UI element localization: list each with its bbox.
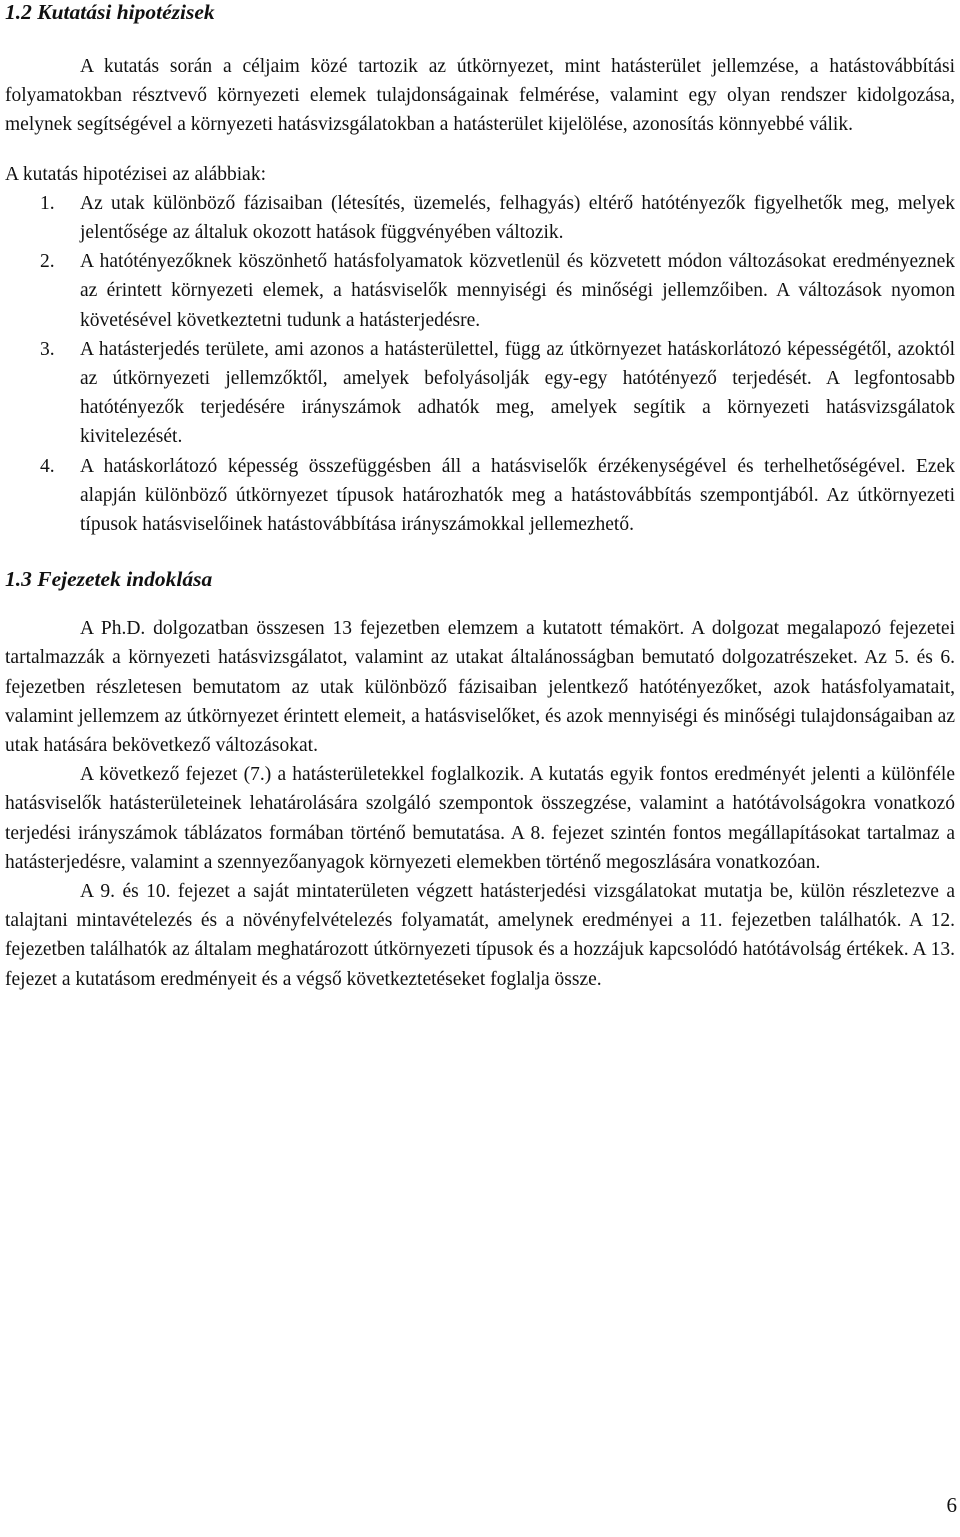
hypothesis-item bbox=[5, 189, 955, 247]
research-goals-paragraph: A kutatás során a céljaim közé tartozik az útkörnyezet, mint hatásterület jellemzése, a hatástovábbítási folyamatokban résztvevő környezeti elemek tulajdonságainak felmérése, valamint egy olyan rendszer kidolgozása, melynek segítségével a környezeti hatásvizsgálatokban a hatásterület kijelölése, azonosítás könnyebbé válik. bbox=[5, 56, 955, 136]
chapter-overview-paragraph: A következő fejezet (7.) a hatásterületekkel foglalkozik. A kutatás egyik fontos eredményét jelenti a különféle hatásviselők hatásterületeinek lehatárolására szolgáló szempontok összegzése, valamint a hatótávolságokra vonatkozó terjedési irányszámok táblázatos formában történő bemutatása. A 8. fejezet szintén fontos megállapításokat tartalmaz a hatásterjedésre, valamint a szennyezőanyagok környezeti elemekben történő megoszlására vonatkozóan. bbox=[5, 764, 955, 873]
document-page bbox=[5, 0, 955, 994]
hypothesis-number: 2. bbox=[40, 251, 55, 273]
hypothesis-text: A hatáskorlátozó képesség összefüggésben áll a hatásviselők érzékenységével és terhelhetőségével. Ezek alapján különböző útkörnyezet típusok határozhatók meg a hatástovábbítás szempontjából. Az útkörnyezeti típusok hatásviselőinek hatástovábbítása irányszámokkal jellemezhető. bbox=[80, 455, 955, 536]
hypothesis-number: 3. bbox=[40, 338, 55, 360]
chapter-overview-body bbox=[5, 614, 955, 994]
hypotheses-list bbox=[5, 189, 955, 539]
hypothesis-item bbox=[5, 452, 955, 540]
hypothesis-text: Az utak különböző fázisaiban (létesítés, üzemelés, felhagyás) eltérő hatótényezők figyelhetők meg, melyek jelentősége az általuk okozott hatások függvényében változik. bbox=[80, 192, 955, 244]
hypothesis-item bbox=[5, 335, 955, 452]
hypothesis-text: A hatásterjedés területe, ami azonos a hatásterülettel, függ az útkörnyezet hatáskorlátozó képességétől, azoktól az útkörnyezeti jellemzőktől, amelyek befolyásolják egy-egy hatótényező terjedését. A legfontosabb hatótényezők terjedésére irányszámok adhatók meg, amelyek segítik a környezeti hatásvizsgálatok kivitelezését. bbox=[80, 338, 955, 448]
section-title-1-3: 1.3 Fejezetek indoklása bbox=[5, 567, 213, 592]
section-title-1-2: 1.2 Kutatási hipotézisek bbox=[5, 0, 215, 24]
chapter-overview-paragraph: A Ph.D. dolgozatban összesen 13 fejezetben elemzem a kutatott témakört. A dolgozat megalapozó fejezetei tartalmazzák a környezeti hatásvizsgálatot, valamint az utakat általánosságban bemutató dolgozatrészeket. Az 5. és 6. fejezetben részletesen bemutatom az utak különböző fázisaiban jelentkező hatótényezőket, azok hatásfolyamatait, valamint jellemzem az útkörnyezet érintett elemeit, a hatásviselőket, és azok mennyiségi és minőségi tulajdonságaiban az utak hatására bekövetkező változásokat. bbox=[5, 618, 955, 757]
hypothesis-number: 4. bbox=[40, 455, 55, 477]
chapter-overview-paragraph: A 9. és 10. fejezet a saját mintaterületen végzett hatásterjedési vizsgálatokat mutatja be, külön részletezve a talajtani mintavételezés és a növényfelvételezés folyamatát, amelynek eredményei a 11. fejezetben találhatók. A 12. fejezetben találhatók az általam meghatározott útkörnyezeti típusok és a hozzájuk kapcsolódó hatótávolság értékek. A 13. fejezet a kutatásom eredményeit és a végső következtetéseket foglalja össze. bbox=[5, 881, 955, 990]
hypothesis-number: 1. bbox=[40, 192, 55, 214]
hypothesis-item bbox=[5, 247, 955, 335]
hypothesis-text: A hatótényezőknek köszönhető hatásfolyamatok közvetlenül és közvetett módon változásokat eredményeznek az érintett környezeti elemek, a hatásviselők mennyiségi és minőségi jellemzőiben. A változások nyomon követésével következtetni tudunk a hatásterjedésre. bbox=[80, 251, 955, 331]
hypotheses-lead-text: A kutatás hipotézisei az alábbiak: bbox=[5, 163, 266, 185]
page-number: 6 bbox=[946, 1493, 957, 1517]
